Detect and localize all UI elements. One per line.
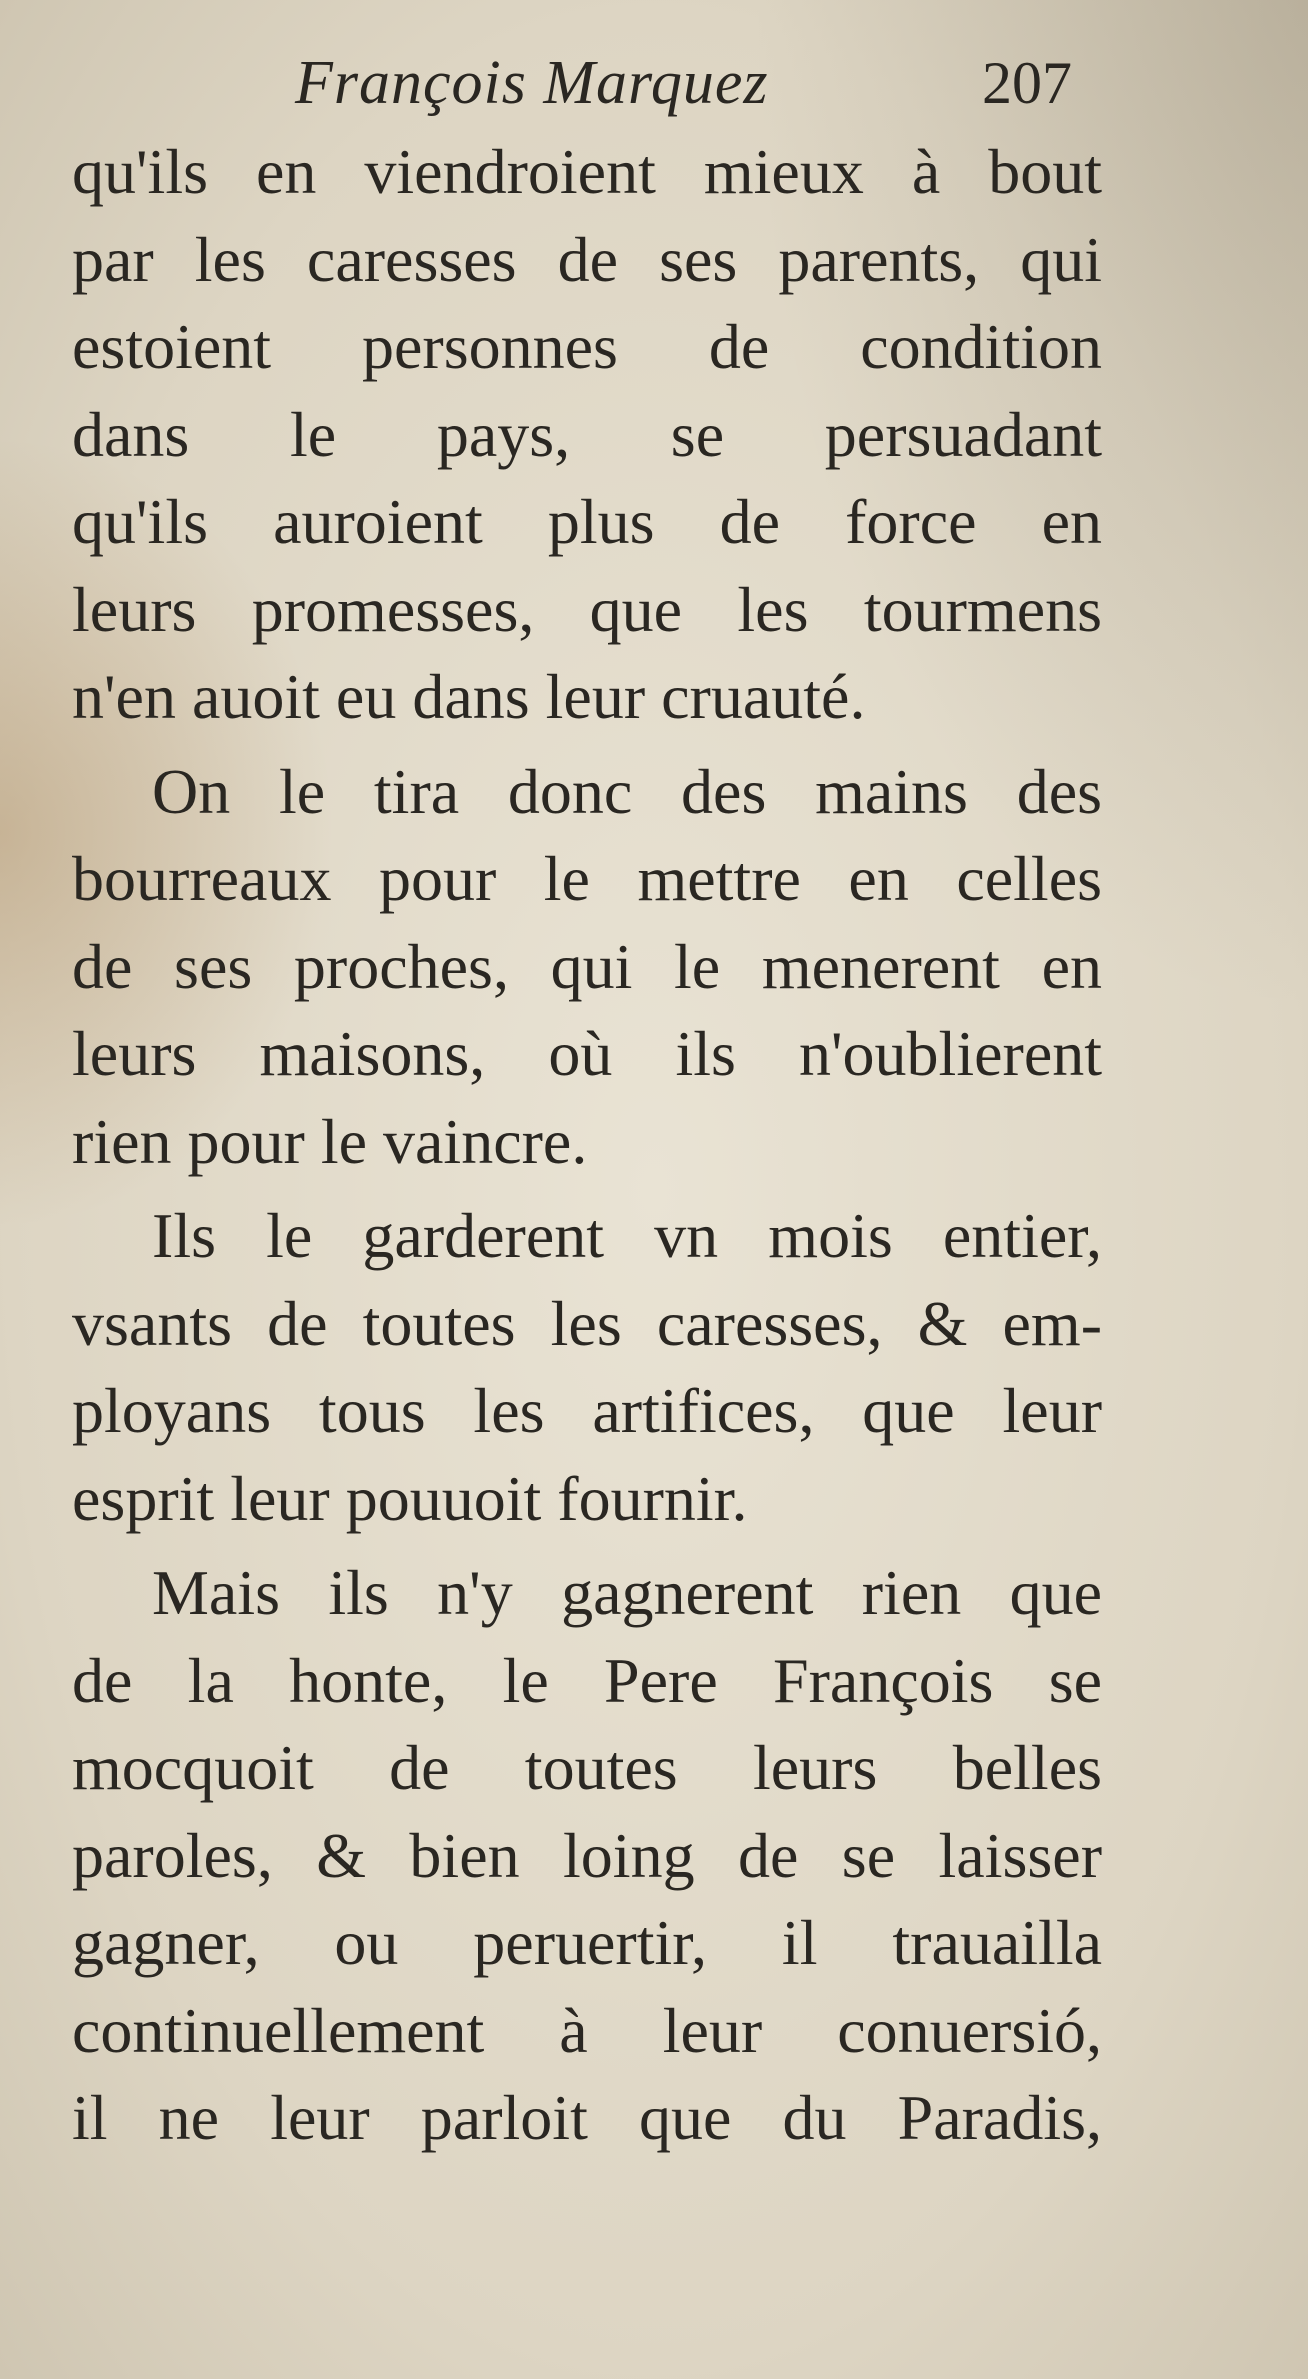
running-head xyxy=(0,38,1308,128)
paragraph-gap xyxy=(72,741,1102,748)
text-line: il ne leur parloit que du Paradis, xyxy=(72,2082,1102,2153)
text-line: dans le pays, se persuadant xyxy=(72,398,1102,470)
paragraph xyxy=(72,1549,1102,2162)
text-line: esprit leur pouuoit fournir. xyxy=(72,1462,748,1534)
text-line: estoient personnes de condition xyxy=(72,311,1102,382)
text-line: paroles, & bien loing de se laisser xyxy=(72,1819,1102,1891)
paragraph-gap xyxy=(72,1185,1102,1192)
paragraph-gap xyxy=(72,1542,1102,1549)
text-line: gagner, ou peruertir, il trauailla xyxy=(72,1907,1102,1978)
text-line: vsants de toutes les caresses, & em- xyxy=(72,1287,1102,1359)
running-title: François Marquez xyxy=(295,49,769,117)
text-line: mocquoit de toutes leurs belles xyxy=(72,1732,1102,1803)
text-line: On le tira donc des mains des xyxy=(152,755,1102,827)
text-line: Mais ils n'y gagnerent rien que xyxy=(152,1557,1102,1628)
text-line: par les caresses de ses parents, qui xyxy=(72,223,1102,295)
text-line: de la honte, le Pere François se xyxy=(72,1644,1102,1716)
text-line: n'en auoit eu dans leur cruauté. xyxy=(72,661,866,732)
text-line: rien pour le vaincre. xyxy=(72,1105,588,1177)
paragraph xyxy=(72,1192,1102,1542)
text-line: leurs maisons, où ils n'oublierent xyxy=(72,1018,1102,1089)
text-line: leurs promesses, que les tourmens xyxy=(72,573,1102,645)
text-line: continuellement à leur conuersió, xyxy=(72,1994,1102,2066)
paragraph xyxy=(72,748,1102,1186)
body-text xyxy=(72,128,1102,2162)
text-line: bourreaux pour le mettre en celles xyxy=(72,843,1102,914)
text-line: de ses proches, qui le menerent en xyxy=(72,930,1102,1002)
text-line: qu'ils auroient plus de force en xyxy=(72,486,1102,557)
text-line: ployans tous les artifices, que leur xyxy=(72,1375,1102,1446)
text-line: qu'ils en viendroient mieux à bout xyxy=(72,136,1102,207)
paragraph xyxy=(72,128,1102,741)
page-number: 207 xyxy=(982,50,1072,116)
text-line: Ils le garderent vn mois entier, xyxy=(152,1200,1102,1271)
